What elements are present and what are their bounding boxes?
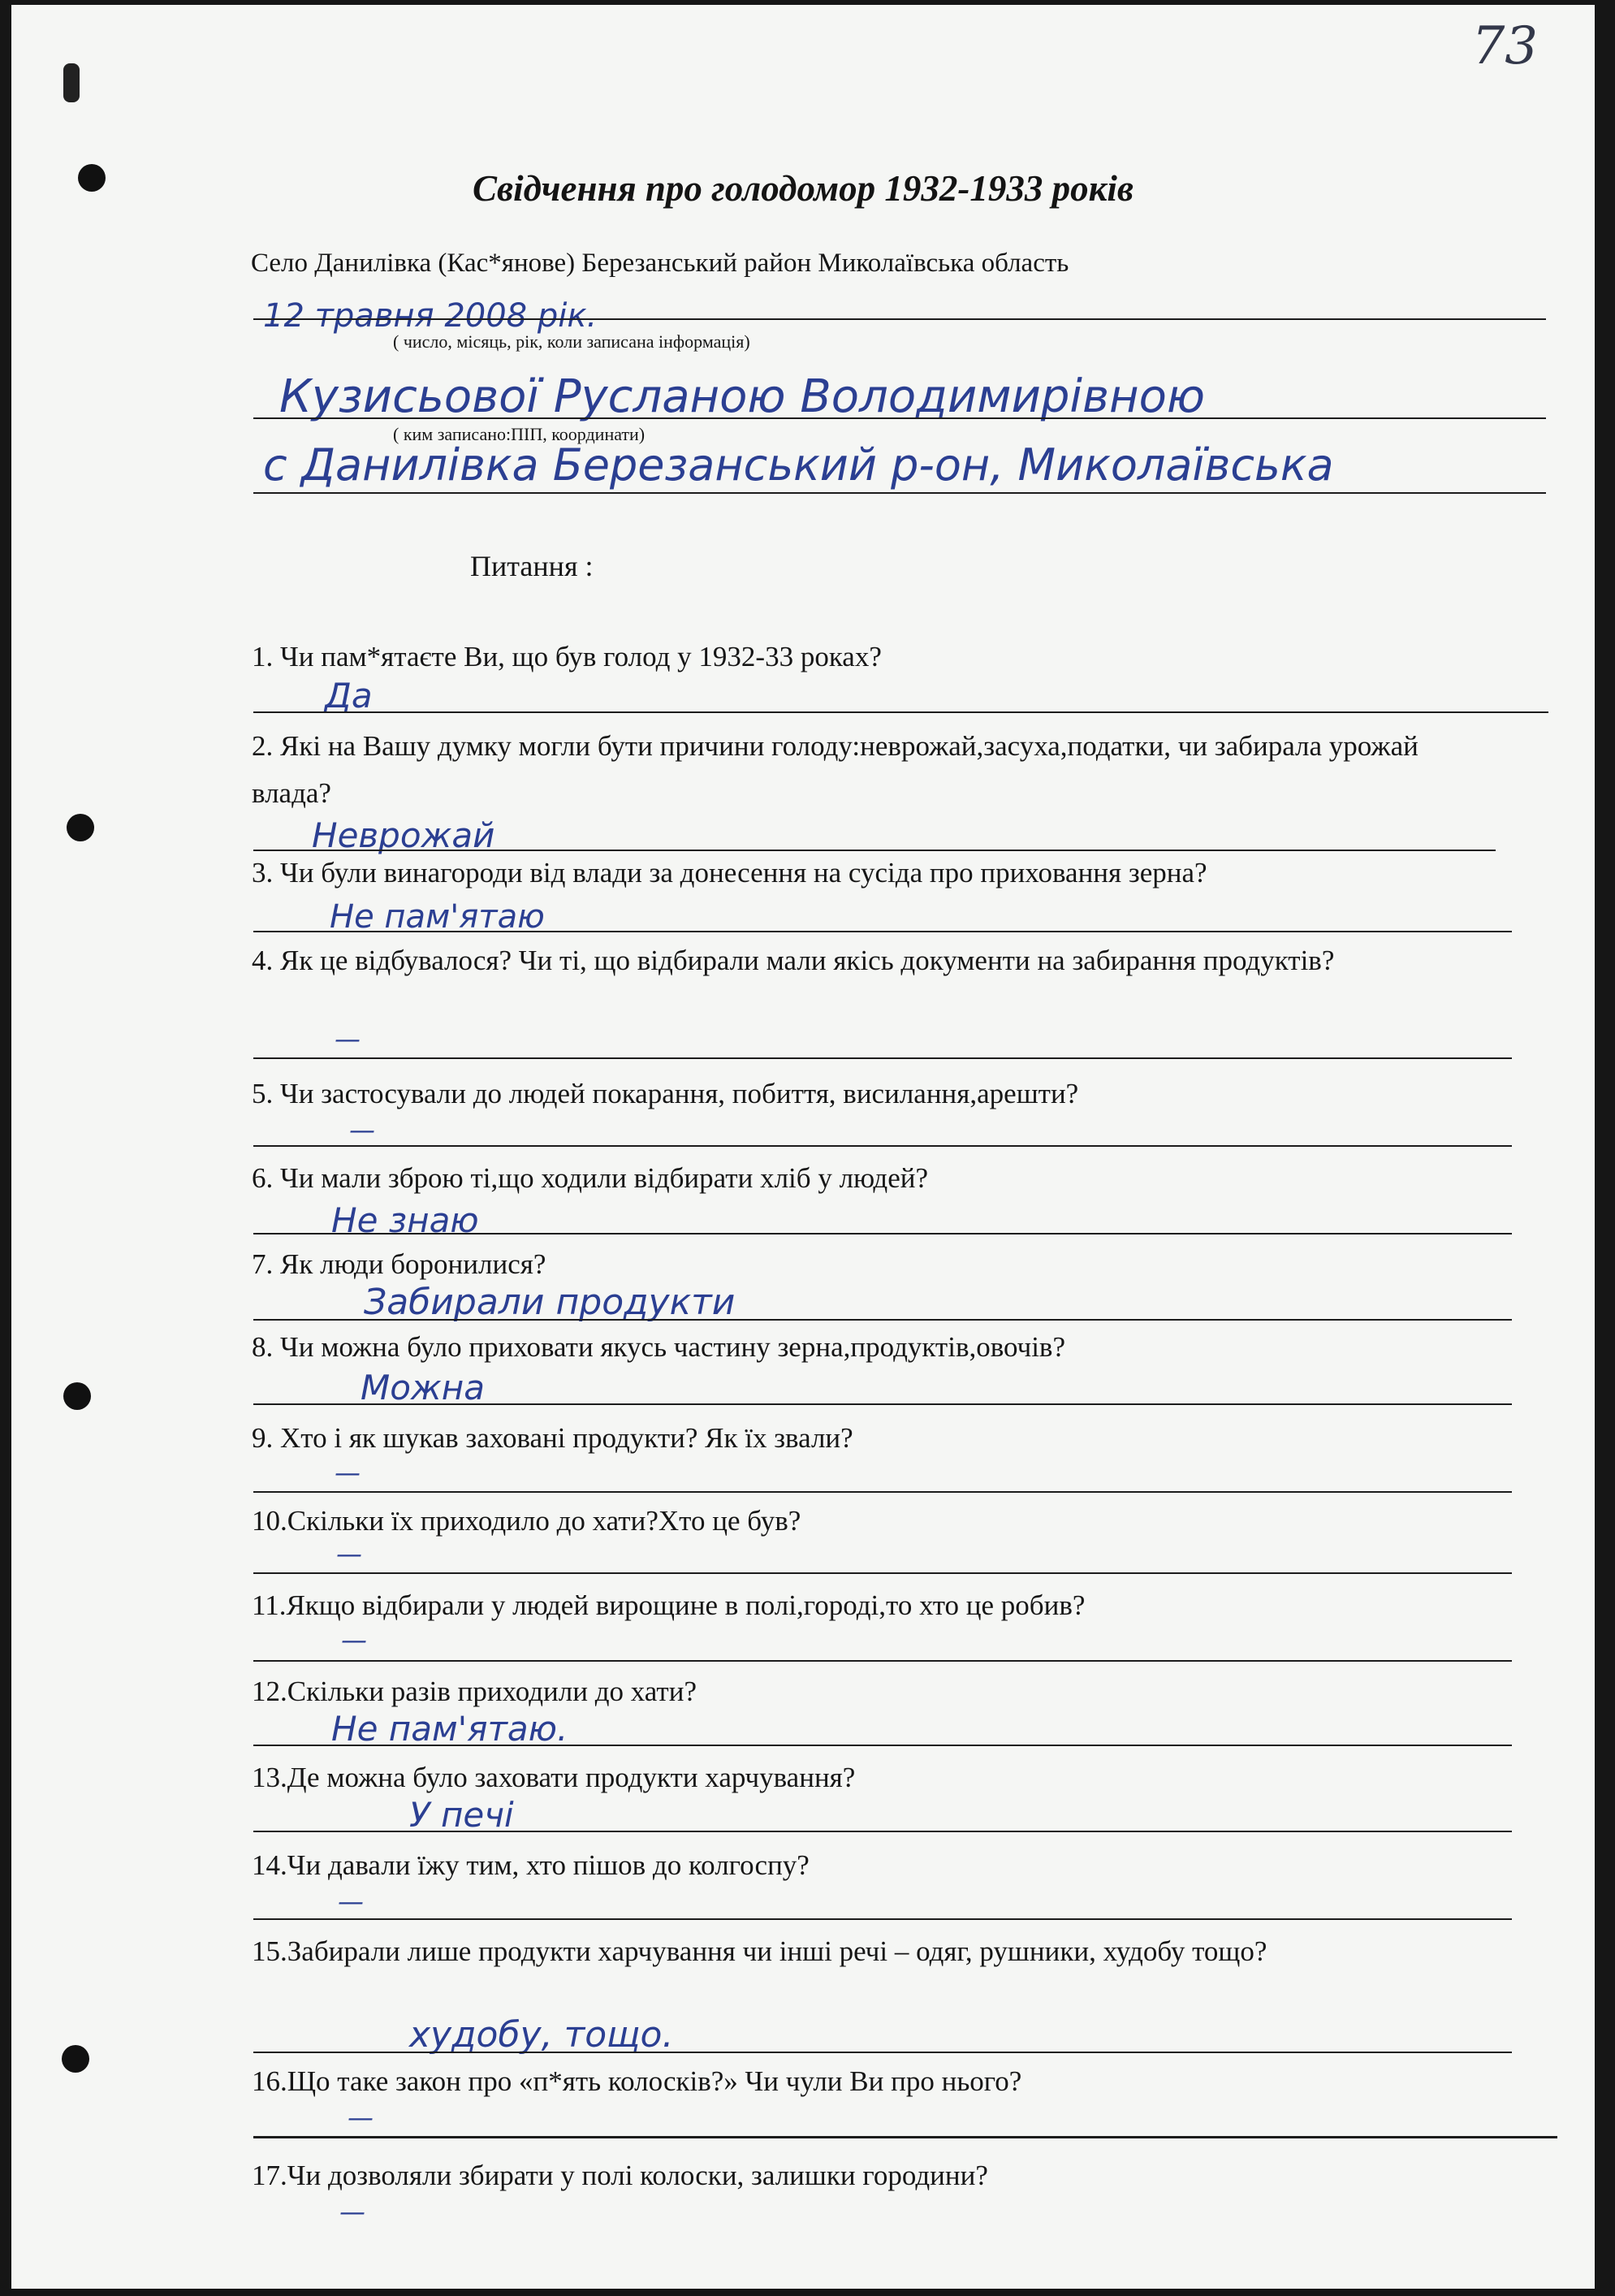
- answer-1: Да: [325, 676, 373, 716]
- answer-rule-13: [253, 1831, 1512, 1832]
- question-6: 6. Чи мали зброю ті,що ходили відбирати хліб у людей?: [252, 1162, 929, 1194]
- question-11: 11.Якщо відбирали у людей вирощине в полі,городі,то хто це робив?: [252, 1589, 1086, 1621]
- question-3: 3. Чи були винагороди від влади за донесення на сусіда про приховання зерна?: [252, 857, 1207, 889]
- document-title: Свідчення про голодомор 1932-1933 років: [472, 168, 1134, 209]
- answer-4: —: [335, 1023, 361, 1054]
- answer-rule-3: [253, 931, 1512, 932]
- ink-smudge: [63, 63, 80, 102]
- answer-6: Не знаю: [331, 1200, 479, 1240]
- question-1: 1. Чи пам*ятаєте Ви, що був голод у 1932-33 роках?: [252, 641, 882, 672]
- recorder-rule: [253, 417, 1546, 419]
- question-15: 15.Забирали лише продукти харчування чи інші речі – одяг, рушники, худобу тощо?: [252, 1935, 1267, 1967]
- answer-16: —: [348, 2102, 374, 2133]
- address-rule: [253, 492, 1546, 494]
- answer-3: Не пам'ятаю: [330, 898, 545, 936]
- punch-hole-lower: [63, 1382, 91, 1410]
- answer-rule-1: [253, 711, 1548, 713]
- answer-rule-9: [253, 1491, 1512, 1493]
- answer-12: Не пам'ятаю.: [331, 1709, 568, 1749]
- question-13: 13.Де можна було заховати продукти харчування?: [252, 1762, 856, 1793]
- answer-17: —: [339, 2196, 365, 2227]
- question-12: 12.Скільки разів приходили до хати?: [252, 1676, 697, 1707]
- answer-rule-11: [253, 1660, 1512, 1662]
- answer-15: худобу, тощо.: [409, 2014, 674, 2056]
- answer-11: —: [341, 1624, 367, 1655]
- answer-5: —: [349, 1114, 375, 1145]
- question-10: 10.Скільки їх приходило до хати?Хто це був?: [252, 1505, 801, 1537]
- answer-13: У печі: [409, 1795, 514, 1835]
- question-7: 7. Як люди боронилися?: [252, 1248, 546, 1280]
- answer-rule-10: [253, 1572, 1512, 1574]
- address-value: с Данилівка Березанський р-он, Миколаївська: [263, 439, 1334, 491]
- answer-2: Неврожай: [312, 815, 495, 855]
- punch-hole-middle: [67, 814, 94, 841]
- recorder-value: Кузисьової Русланою Володимирівною: [279, 370, 1205, 423]
- answer-10: —: [336, 1538, 362, 1569]
- recorder-caption: ( ким записано:ПІП, координати): [393, 424, 646, 444]
- document-page: [11, 5, 1595, 2289]
- answer-rule-16: [253, 2136, 1557, 2138]
- question-16: 16.Що таке закон про «п*ять колосків?» Чи чули Ви про нього?: [252, 2065, 1022, 2097]
- answer-rule-4: [253, 1057, 1512, 1059]
- location-line: Село Данилівка (Кас*янове) Березанський район Миколаївська область: [251, 249, 1069, 278]
- question-4: 4. Як це відбувалося? Чи ті, що відбирали мали якісь документи на забирання продуктів?: [252, 945, 1335, 976]
- punch-hole-bottom: [62, 2045, 89, 2073]
- answer-rule-6: [253, 1233, 1512, 1234]
- date-caption: ( число, місяць, рік, коли записана інформація): [393, 331, 750, 352]
- answer-14: —: [338, 1886, 364, 1917]
- answer-rule-14: [253, 1918, 1512, 1920]
- question-14: 14.Чи давали їжу тим, хто пішов до колгоспу?: [252, 1849, 810, 1881]
- answer-rule-15: [253, 2052, 1512, 2053]
- question-8: 8. Чи можна було приховати якусь частину зерна,продуктів,овочів?: [252, 1331, 1065, 1363]
- folio-number: 73: [1471, 16, 1538, 76]
- answer-7: Забирали продукти: [364, 1282, 736, 1323]
- answer-8: Можна: [361, 1368, 485, 1407]
- answer-9: —: [335, 1457, 361, 1488]
- answer-rule-7: [253, 1319, 1512, 1321]
- question-17: 17.Чи дозволяли збирати у полі колоски, залишки городини?: [252, 2160, 988, 2191]
- answer-rule-12: [253, 1745, 1512, 1746]
- question-5: 5. Чи застосували до людей покарання, побиття, висилання,арешти?: [252, 1078, 1079, 1109]
- questions-heading: Питання :: [470, 550, 594, 582]
- date-rule: [253, 318, 1546, 320]
- question-9: 9. Хто і як шукав заховані продукти? Як їх звали?: [252, 1422, 853, 1454]
- date-value: 12 травня 2008 рік.: [263, 297, 598, 335]
- answer-rule-8: [253, 1403, 1512, 1405]
- answer-rule-5: [253, 1145, 1512, 1147]
- question-2: 2. Які на Вашу думку могли бути причини голоду:неврожай,засуха,податки, чи забирала урожай влада?: [252, 730, 1419, 809]
